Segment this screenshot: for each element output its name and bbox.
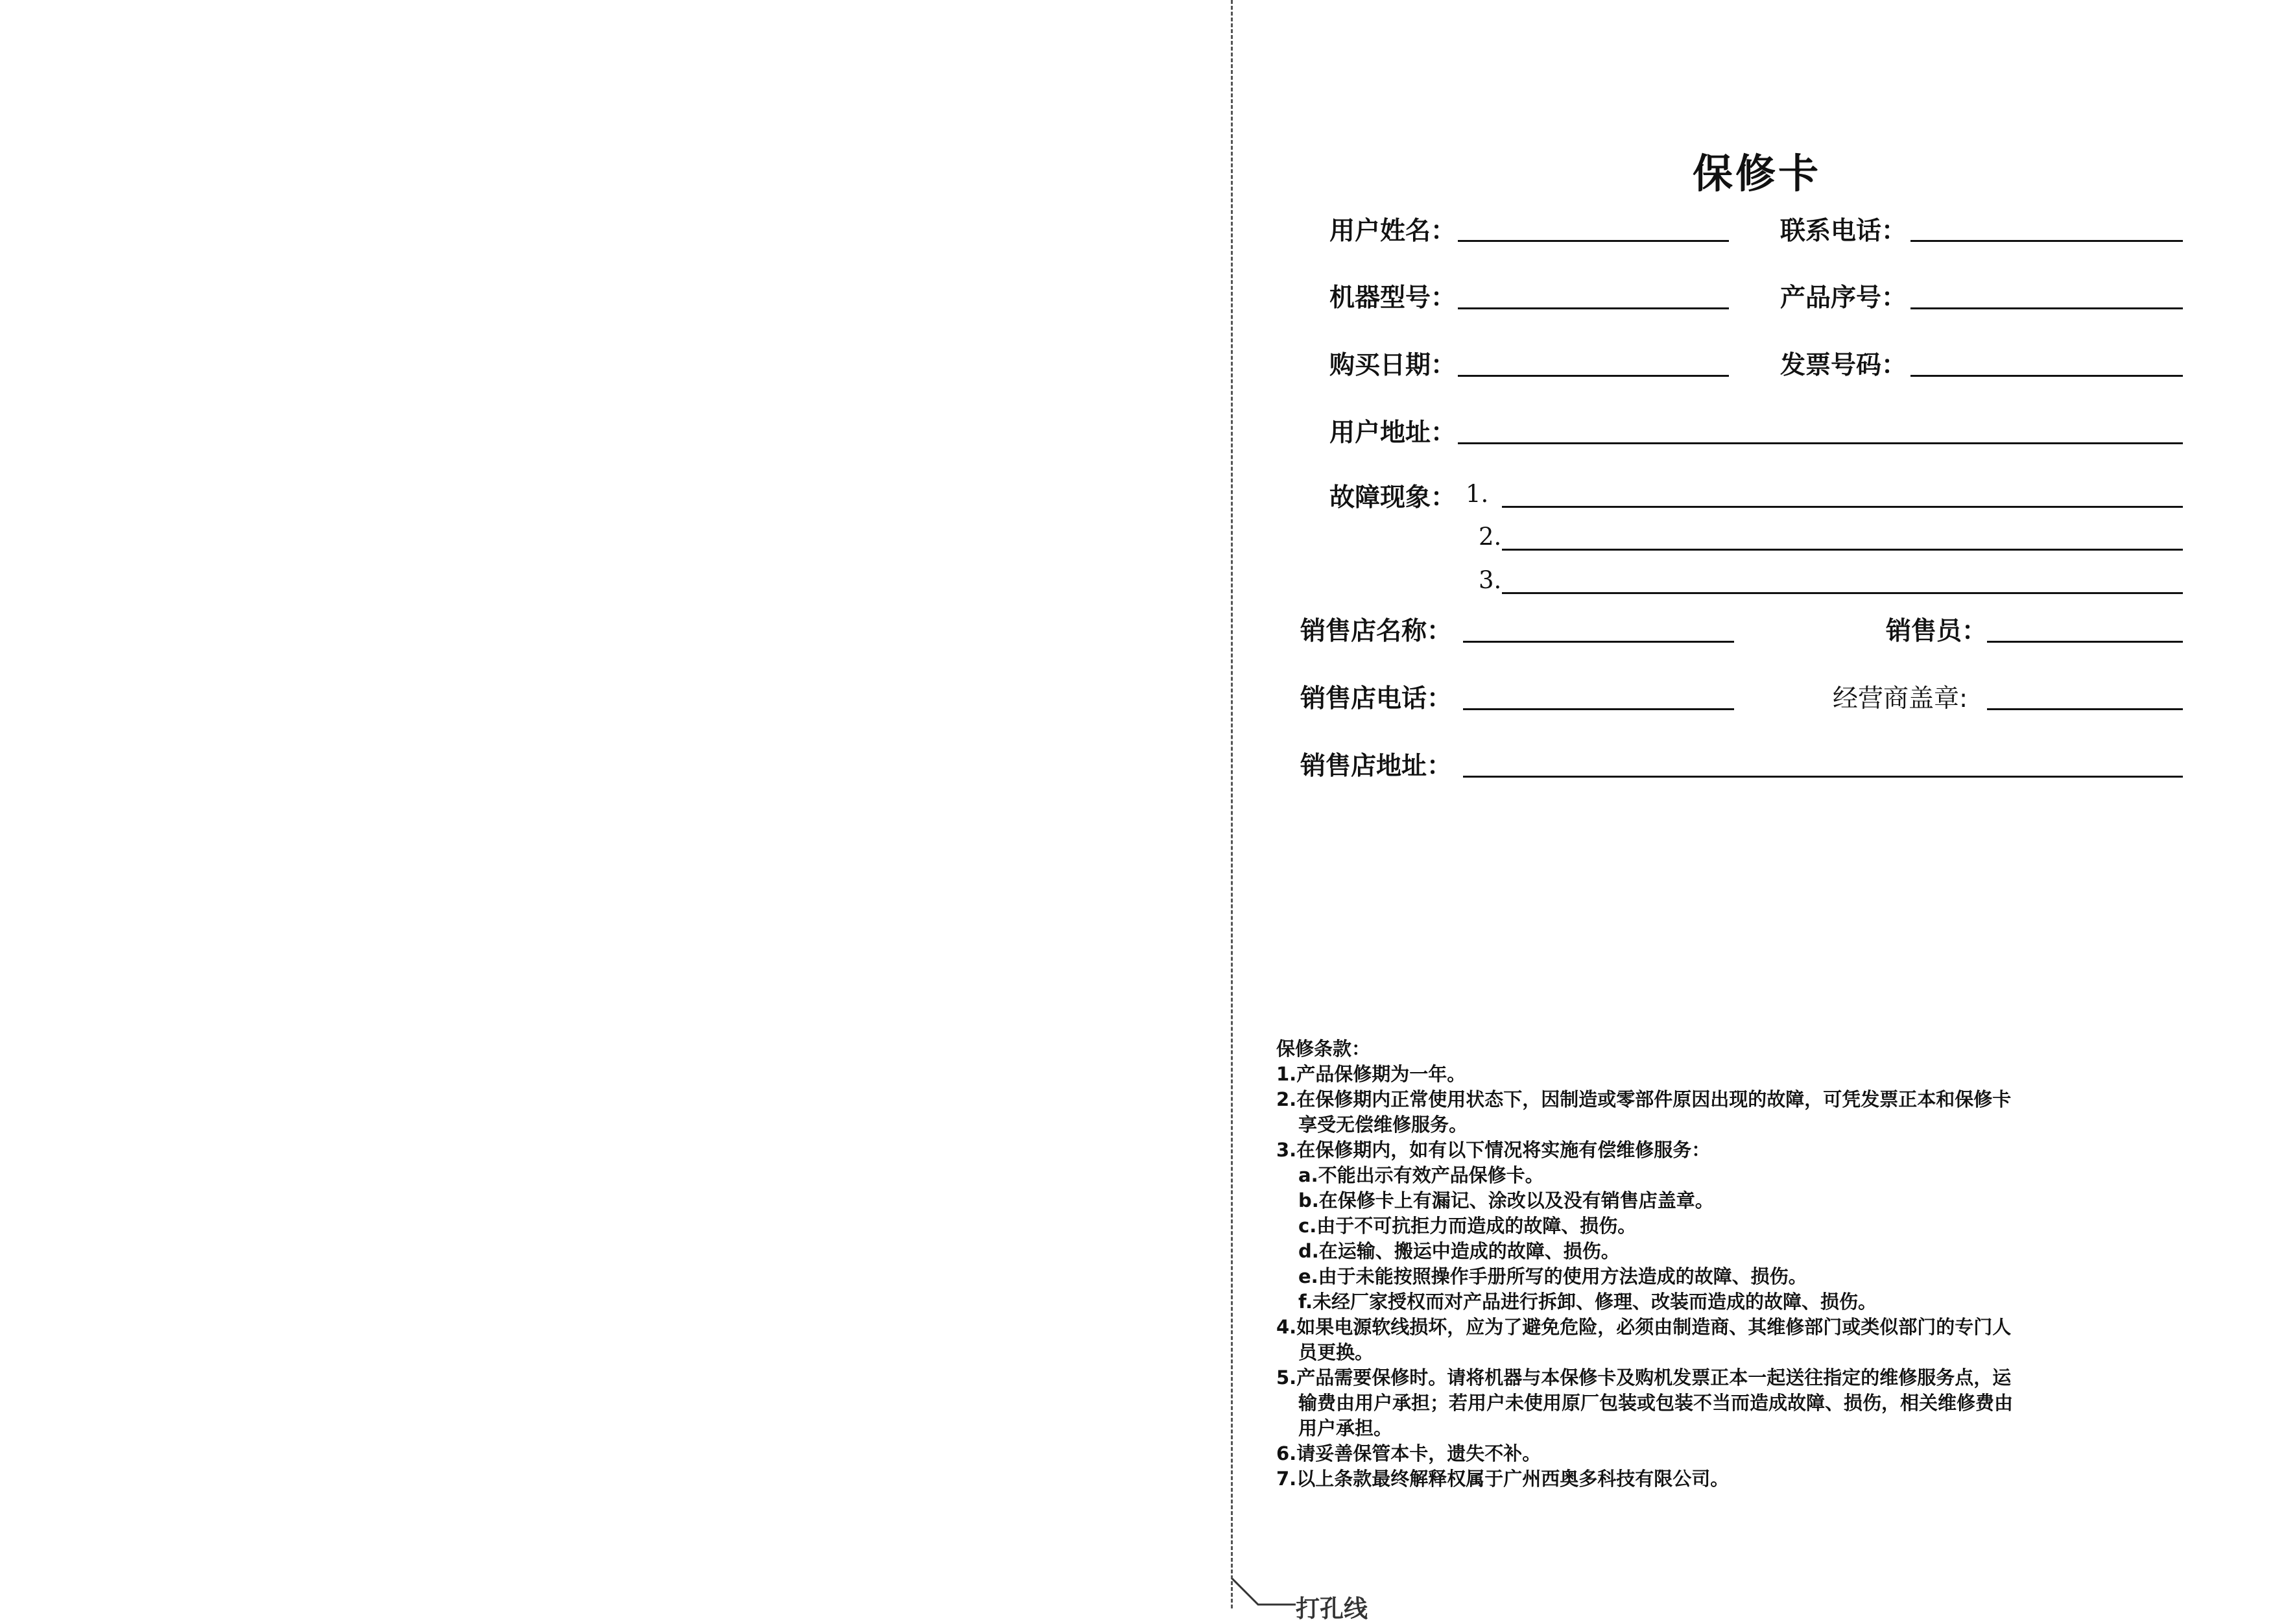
purchase-date-label: 购买日期： <box>1329 351 1457 380</box>
purchase-date-field[interactable] <box>1458 375 1729 377</box>
terms-item-continuation: 享受无偿维修服务。 <box>1298 1114 1468 1136</box>
terms-item-continuation: 用户承担。 <box>1298 1417 1393 1439</box>
terms-item: 3.在保修期内，如有以下情况将实施有偿维修服务： <box>1276 1139 1711 1161</box>
store-name-label: 销售店名称： <box>1300 617 1453 646</box>
terms-subitem: b.在保修卡上有漏记、涂改以及没有销售店盖章。 <box>1298 1189 1714 1212</box>
fault-label: 故障现象： <box>1329 483 1457 512</box>
invoice-no-field[interactable] <box>1910 375 2183 377</box>
terms-item: 6.请妥善保管本卡，遗失不补。 <box>1276 1442 1541 1464</box>
user-name-label: 用户姓名： <box>1329 217 1457 246</box>
terms-item: 5.产品需要保修时。请将机器与本保修卡及购机发票正本一起送往指定的维修服务点，运 <box>1276 1367 2012 1389</box>
punch-line-label: 打孔线 <box>1296 1595 1368 1623</box>
terms-item: 1.产品保修期为一年。 <box>1276 1063 1466 1085</box>
page-title: 保修卡 <box>1693 150 1822 197</box>
store-name-field[interactable] <box>1463 641 1734 643</box>
model-label: 机器型号： <box>1329 283 1457 313</box>
terms-subitem: f.未经厂家授权而对产品进行拆卸、修理、改装而造成的故障、损伤。 <box>1298 1291 1877 1313</box>
terms-item-continuation: 输费由用户承担；若用户未使用原厂包装或包装不当而造成故障、损伤，相关维修费由 <box>1298 1392 2014 1414</box>
fault-item-field[interactable] <box>1502 592 2183 594</box>
user-name-field[interactable] <box>1458 240 1729 242</box>
dealer-stamp-label: 经营商盖章: <box>1833 684 1968 713</box>
store-phone-field[interactable] <box>1463 708 1734 710</box>
fault-item-field[interactable] <box>1502 506 2183 508</box>
contact-phone-label: 联系电话： <box>1780 217 1907 246</box>
warranty-terms <box>1276 1036 2013 1492</box>
store-address-label: 销售店地址： <box>1300 752 1453 781</box>
store-phone-label: 销售店电话： <box>1300 684 1453 713</box>
fault-item-number: 1. <box>1466 480 1489 508</box>
fault-item-field[interactable] <box>1502 549 2183 551</box>
salesperson-field[interactable] <box>1987 641 2183 643</box>
perforation-line <box>1231 0 1233 1608</box>
terms-subitem: a.不能出示有效产品保修卡。 <box>1298 1164 1544 1186</box>
terms-item-continuation: 员更换。 <box>1298 1341 1374 1363</box>
terms-item: 2.在保修期内正常使用状态下，因制造或零部件原因出现的故障，可凭发票正本和保修卡 <box>1276 1088 2012 1110</box>
user-address-field[interactable] <box>1458 442 2183 444</box>
terms-subitem: c.由于不可抗拒力而造成的故障、损伤。 <box>1298 1215 1637 1237</box>
serial-label: 产品序号： <box>1780 283 1907 313</box>
serial-field[interactable] <box>1910 307 2183 309</box>
model-field[interactable] <box>1458 307 1729 309</box>
store-address-field[interactable] <box>1463 776 2183 778</box>
contact-phone-field[interactable] <box>1910 240 2183 242</box>
terms-subitem: d.在运输、搬运中造成的故障、损伤。 <box>1298 1240 1620 1262</box>
fault-item-number: 3. <box>1479 566 1502 594</box>
dealer-stamp-field[interactable] <box>1987 708 2183 710</box>
salesperson-label: 销售员： <box>1886 617 1988 646</box>
terms-heading: 保修条款： <box>1276 1038 1371 1060</box>
punch-marker-icon <box>1231 1576 1302 1615</box>
terms-item: 7.以上条款最终解释权属于广州西奥多科技有限公司。 <box>1276 1468 1730 1490</box>
fault-item-number: 2. <box>1479 523 1502 551</box>
invoice-no-label: 发票号码： <box>1780 351 1907 380</box>
user-address-label: 用户地址： <box>1329 418 1457 448</box>
terms-subitem: e.由于未能按照操作手册所写的使用方法造成的故障、损伤。 <box>1298 1265 1807 1287</box>
terms-item: 4.如果电源软线损坏，应为了避免危险，必须由制造商、其维修部门或类似部门的专门人 <box>1276 1316 2012 1338</box>
